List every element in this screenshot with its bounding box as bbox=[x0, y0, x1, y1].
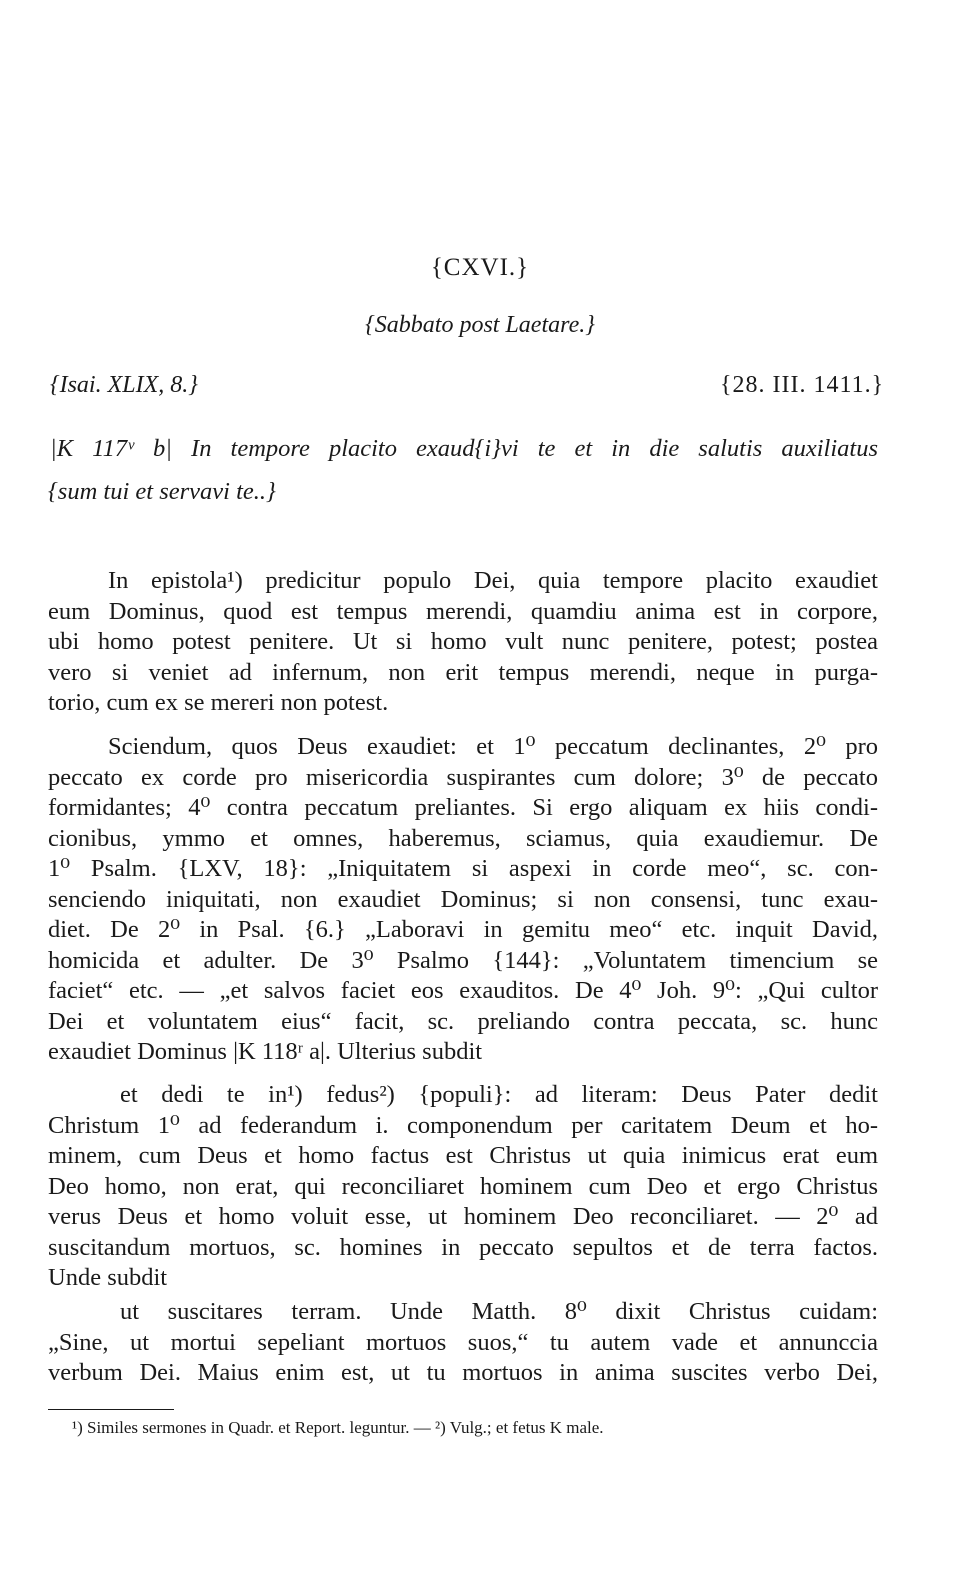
text-line: 1⁰ Psalm. {LXV, 18}: „Iniquitatem si aspexi in corde meo“, sc. con- bbox=[48, 855, 878, 882]
footnotes: ¹) Similes sermones in Quadr. et Report. leguntur. — ²) Vulg.; et fetus K male. bbox=[72, 1418, 604, 1437]
text-line: faciet“ etc. — „et salvos faciet eos exauditos. De 4⁰ Joh. 9⁰: „Qui cultor bbox=[48, 977, 878, 1004]
scripture-reference: {Isai. XLIX, 8.} bbox=[50, 372, 198, 398]
lemma-line: ut suscitares terram. Unde Matth. 8⁰ dixit Christus cuidam: bbox=[120, 1298, 878, 1325]
text-line: ubi homo potest penitere. Ut si homo vult nunc penitere, potest; postea bbox=[48, 628, 878, 655]
paragraph-3 bbox=[48, 1080, 878, 1294]
text-line: Christum 1⁰ ad federandum i. componendum per caritatem Deum et ho- bbox=[48, 1111, 878, 1139]
feast-day-title: {Sabbato post Laetare.} bbox=[365, 312, 595, 338]
lemma-line: et dedi te in¹) fedus²) {populi}: ad literam: Deus Pater dedit bbox=[120, 1081, 878, 1108]
text-line: In epistola¹) predicitur populo Dei, quia tempore placito exaudiet bbox=[108, 567, 878, 594]
text-line: Unde subdit bbox=[48, 1264, 168, 1291]
sermon-date: {28. III. 1411.} bbox=[720, 372, 885, 398]
text-line: verus Deus et homo voluit esse, ut hominem Deo reconciliaret. — 2⁰ ad bbox=[48, 1203, 878, 1230]
text-line: vero si veniet ad infernum, non erit tempus merendi, neque in purga- bbox=[48, 658, 878, 686]
paragraph-2 bbox=[48, 732, 878, 1068]
text-line: suscitandum mortuos, sc. homines in peccato sepultos et de terra factos. bbox=[48, 1233, 878, 1261]
theme-line-2: {sum tui et servavi te..} bbox=[48, 477, 276, 505]
sermon-number: {CXVI.} bbox=[430, 254, 530, 281]
text-line: „Sine, ut mortui sepeliant mortuos suos,“ tu autem vade et annunccia bbox=[48, 1328, 878, 1356]
text-line: verbum Dei. Maius enim est, ut tu mortuos in anima suscites verbo Dei, bbox=[48, 1359, 878, 1386]
footnote-divider bbox=[48, 1409, 174, 1410]
text-line: diet. De 2⁰ in Psal. {6.} „Laboravi in gemitu meo“ etc. inquit David, bbox=[48, 916, 878, 943]
text-line: Sciendum, quos Deus exaudiet: et 1⁰ peccatum declinantes, 2⁰ pro bbox=[108, 733, 878, 760]
text-line: homicida et adulter. De 3⁰ Psalmo {144}: „Voluntatem timencium se bbox=[48, 946, 878, 974]
text-line: Dei et voluntatem eius“ facit, sc. preliando contra peccata, sc. hunc bbox=[48, 1007, 878, 1035]
paragraph-4 bbox=[48, 1297, 878, 1389]
text-line: exaudiet Dominus |K 118ʳ a|. Ulterius subdit bbox=[48, 1038, 483, 1065]
theme-text bbox=[48, 434, 878, 507]
text-line: torio, cum ex se mereri non potest. bbox=[48, 689, 389, 716]
text-line: eum Dominus, quod est tempus merendi, quamdiu anima est in corpore, bbox=[48, 597, 878, 625]
text-line: Deo homo, non erat, qui reconciliaret hominem cum Deo et ergo Christus bbox=[48, 1172, 878, 1200]
text-line: minem, cum Deus et homo factus est Christus ut quia inimicus erat eum bbox=[48, 1142, 878, 1169]
text-line: formidantes; 4⁰ contra peccatum preliantes. Si ergo aliquam ex hiis condi- bbox=[48, 794, 878, 821]
text-line: senciendo iniquitati, non exaudiet Dominus; si non consensi, tunc exau- bbox=[48, 885, 878, 913]
text-line: cionibus, ymmo et omnes, haberemus, sciamus, quia exaudiemur. De bbox=[48, 824, 878, 852]
theme-line-1: |K 117ᵛ b| In tempore placito exaud{i}vi te et in die salutis auxiliatus bbox=[50, 435, 878, 462]
paragraph-1 bbox=[48, 566, 878, 719]
text-line: peccato ex corde pro misericordia suspirantes cum dolore; 3⁰ de peccato bbox=[48, 763, 878, 791]
